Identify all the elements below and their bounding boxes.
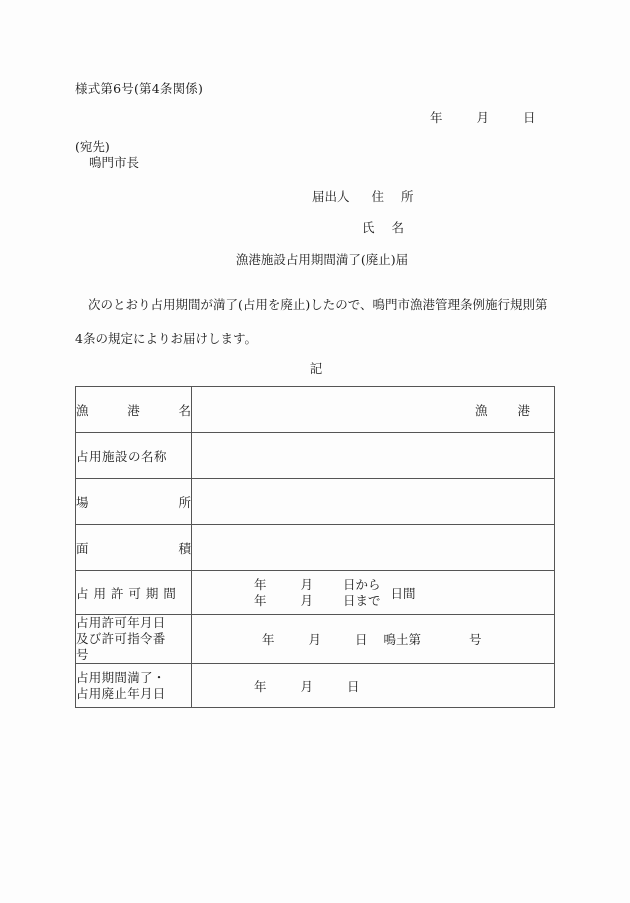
label-char: 積	[178, 540, 191, 556]
period-start-year: 年	[254, 576, 267, 592]
port-suffix-a: 漁	[475, 402, 488, 418]
period-start-line	[254, 577, 380, 593]
table-row	[76, 615, 555, 664]
period-days-unit: 日間	[390, 585, 416, 601]
label-line: 号	[76, 647, 89, 662]
row-label-facility-name	[76, 433, 192, 479]
name-label-a: 氏	[362, 220, 375, 235]
name-label-b: 名	[391, 220, 404, 235]
period-start-month: 月	[300, 576, 313, 592]
order-number-prefix: 鳴土第	[383, 632, 421, 647]
addressee-name: 鳴門市長	[89, 155, 140, 170]
expiry-day: 日	[346, 678, 360, 694]
submitter-address-line	[312, 187, 413, 205]
table-row	[76, 571, 555, 615]
row-label-area	[76, 525, 192, 571]
date-day: 日	[522, 110, 536, 125]
label-line: 占用廃止年月日	[76, 685, 166, 701]
period-start-day: 日から	[342, 576, 381, 592]
label-text: 占 用 許 可 期 間	[76, 585, 177, 601]
table-row	[76, 664, 555, 708]
body-paragraph: 次のとおり占用期間が満了(占用を廃止)したので、鳴門市漁港管理条例施行規則第4条の規定によりお届けします。	[75, 297, 548, 346]
period-end-year: 年	[254, 592, 267, 608]
table-row	[76, 525, 555, 571]
address-label-b: 所	[400, 189, 414, 204]
document-title: 漁港施設占用期間満了(廃止)届	[235, 252, 409, 267]
row-label-expiry-date	[76, 664, 192, 708]
table-row	[76, 433, 555, 479]
addressee-label: (宛先)	[75, 139, 110, 154]
expiry-year: 年	[254, 678, 267, 694]
row-value-permit-date-number[interactable]	[192, 615, 555, 664]
label-char: 港	[127, 402, 140, 418]
row-label-permit-period	[76, 571, 192, 615]
permit-day: 日	[354, 632, 368, 647]
row-value-expiry-date[interactable]	[192, 664, 555, 708]
kiji-marker: 記	[309, 361, 323, 376]
date-line	[430, 108, 535, 126]
period-end-line	[254, 593, 380, 609]
label-char: 所	[178, 494, 191, 510]
form-number: 様式第6号(第4条関係)	[75, 81, 204, 96]
date-month: 月	[476, 110, 489, 125]
permit-year: 年	[262, 632, 275, 647]
row-value-permit-period[interactable]	[192, 571, 555, 615]
row-value-location[interactable]	[192, 479, 555, 525]
expiry-month: 月	[300, 678, 313, 694]
row-label-location	[76, 479, 192, 525]
label-line: 及び許可指令番	[76, 631, 166, 646]
label-char: 面	[76, 540, 89, 556]
submitter-name-line	[362, 218, 404, 236]
row-label-permit-date-number	[76, 615, 192, 664]
date-year: 年	[430, 110, 443, 125]
table-row	[76, 479, 555, 525]
order-number-suffix: 号	[468, 632, 482, 647]
row-value-area[interactable]	[192, 525, 555, 571]
row-label-port-name	[76, 387, 192, 433]
table-row	[76, 387, 555, 433]
row-value-port-name[interactable]	[192, 387, 555, 433]
permit-month: 月	[308, 632, 321, 647]
period-end-month: 月	[300, 592, 313, 608]
period-end-day: 日まで	[342, 592, 381, 608]
label-line: 占用許可年月日	[76, 615, 166, 630]
address-label-a: 住	[371, 189, 384, 204]
label-char: 名	[178, 402, 191, 418]
form-table	[75, 386, 555, 708]
label-char: 場	[76, 494, 89, 510]
label-line: 占用期間満了・	[76, 669, 166, 685]
label-text: 占用施設の名称	[76, 448, 168, 464]
row-value-facility-name[interactable]	[192, 433, 555, 479]
label-char: 漁	[76, 402, 89, 418]
submitter-prefix: 届出人	[312, 189, 350, 204]
port-suffix-b: 港	[517, 402, 530, 418]
